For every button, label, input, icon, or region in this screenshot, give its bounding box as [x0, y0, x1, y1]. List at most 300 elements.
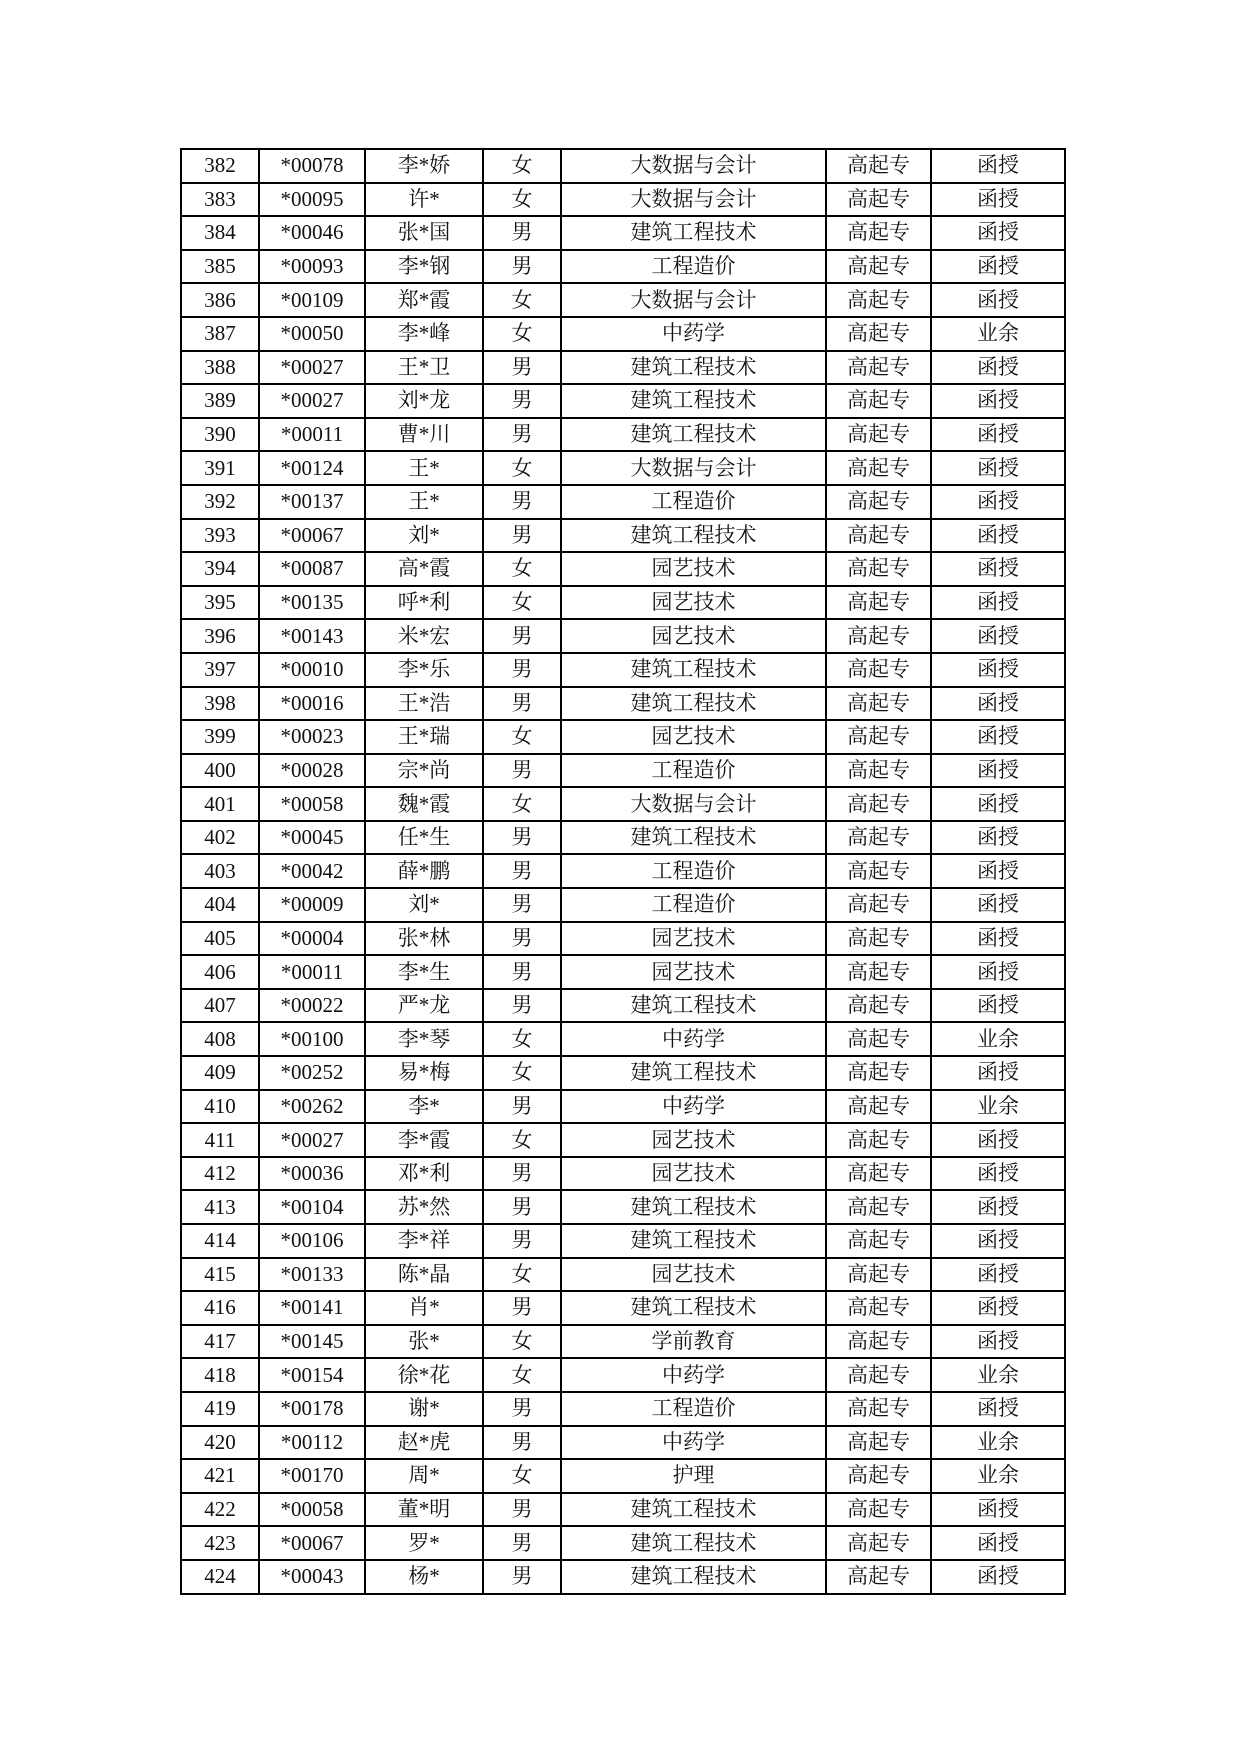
- table-row: [181, 183, 1065, 217]
- cell-level: 高起专: [826, 216, 931, 250]
- table-row: [181, 1291, 1065, 1325]
- table-row: [181, 1123, 1065, 1157]
- cell-name: 呼*利: [365, 586, 483, 620]
- cell-seq: 403: [181, 854, 259, 888]
- cell-level: 高起专: [826, 653, 931, 687]
- cell-gender: 女: [483, 787, 561, 821]
- table-row: [181, 1358, 1065, 1392]
- cell-major: 园艺技术: [561, 955, 826, 989]
- cell-mode: 函授: [931, 586, 1065, 620]
- cell-major: 工程造价: [561, 1392, 826, 1426]
- table-row: [181, 485, 1065, 519]
- cell-id: *00154: [259, 1358, 365, 1392]
- cell-level: 高起专: [826, 1358, 931, 1392]
- table-row: [181, 250, 1065, 284]
- cell-level: 高起专: [826, 821, 931, 855]
- cell-level: 高起专: [826, 250, 931, 284]
- cell-gender: 男: [483, 418, 561, 452]
- cell-seq: 417: [181, 1325, 259, 1359]
- cell-major: 建筑工程技术: [561, 351, 826, 385]
- cell-major: 建筑工程技术: [561, 1560, 826, 1594]
- cell-seq: 416: [181, 1291, 259, 1325]
- table-row: [181, 653, 1065, 687]
- cell-seq: 396: [181, 619, 259, 653]
- cell-gender: 女: [483, 720, 561, 754]
- cell-gender: 男: [483, 485, 561, 519]
- table-row: [181, 1190, 1065, 1224]
- cell-mode: 业余: [931, 1358, 1065, 1392]
- cell-major: 大数据与会计: [561, 283, 826, 317]
- cell-major: 学前教育: [561, 1325, 826, 1359]
- cell-level: 高起专: [826, 888, 931, 922]
- cell-id: *00137: [259, 485, 365, 519]
- cell-id: *00027: [259, 351, 365, 385]
- table-row: [181, 720, 1065, 754]
- table-row: [181, 619, 1065, 653]
- cell-gender: 男: [483, 1224, 561, 1258]
- cell-name: 张*: [365, 1325, 483, 1359]
- cell-mode: 函授: [931, 1560, 1065, 1594]
- cell-level: 高起专: [826, 619, 931, 653]
- cell-id: *00027: [259, 384, 365, 418]
- table-row: [181, 351, 1065, 385]
- cell-mode: 函授: [931, 720, 1065, 754]
- cell-major: 建筑工程技术: [561, 1526, 826, 1560]
- cell-major: 园艺技术: [561, 1157, 826, 1191]
- cell-mode: 函授: [931, 519, 1065, 553]
- cell-level: 高起专: [826, 720, 931, 754]
- cell-gender: 男: [483, 619, 561, 653]
- cell-gender: 男: [483, 1426, 561, 1460]
- cell-level: 高起专: [826, 1258, 931, 1292]
- cell-seq: 407: [181, 989, 259, 1023]
- cell-mode: 函授: [931, 418, 1065, 452]
- table-row: [181, 787, 1065, 821]
- cell-major: 护理: [561, 1459, 826, 1493]
- table-row: [181, 1493, 1065, 1527]
- cell-mode: 函授: [931, 687, 1065, 721]
- cell-seq: 390: [181, 418, 259, 452]
- cell-gender: 男: [483, 955, 561, 989]
- cell-mode: 函授: [931, 619, 1065, 653]
- cell-gender: 男: [483, 216, 561, 250]
- cell-major: 中药学: [561, 1426, 826, 1460]
- cell-id: *00036: [259, 1157, 365, 1191]
- cell-major: 园艺技术: [561, 1258, 826, 1292]
- cell-major: 建筑工程技术: [561, 216, 826, 250]
- table-row: [181, 1392, 1065, 1426]
- cell-major: 中药学: [561, 1358, 826, 1392]
- cell-major: 建筑工程技术: [561, 418, 826, 452]
- cell-major: 工程造价: [561, 485, 826, 519]
- cell-gender: 女: [483, 283, 561, 317]
- cell-mode: 函授: [931, 250, 1065, 284]
- cell-mode: 函授: [931, 1190, 1065, 1224]
- cell-seq: 383: [181, 183, 259, 217]
- cell-name: 李*琴: [365, 1022, 483, 1056]
- cell-id: *00016: [259, 687, 365, 721]
- table-row: [181, 1459, 1065, 1493]
- table-row: [181, 821, 1065, 855]
- cell-name: 苏*然: [365, 1190, 483, 1224]
- cell-name: 王*: [365, 485, 483, 519]
- cell-id: *00067: [259, 519, 365, 553]
- cell-name: 李*钢: [365, 250, 483, 284]
- table-row: [181, 384, 1065, 418]
- cell-seq: 415: [181, 1258, 259, 1292]
- cell-major: 工程造价: [561, 754, 826, 788]
- cell-name: 魏*霞: [365, 787, 483, 821]
- cell-seq: 414: [181, 1224, 259, 1258]
- cell-seq: 388: [181, 351, 259, 385]
- cell-seq: 420: [181, 1426, 259, 1460]
- cell-major: 工程造价: [561, 854, 826, 888]
- cell-seq: 423: [181, 1526, 259, 1560]
- cell-mode: 函授: [931, 754, 1065, 788]
- cell-id: *00010: [259, 653, 365, 687]
- cell-id: *00058: [259, 787, 365, 821]
- cell-gender: 男: [483, 1291, 561, 1325]
- cell-id: *00043: [259, 1560, 365, 1594]
- cell-level: 高起专: [826, 418, 931, 452]
- cell-seq: 413: [181, 1190, 259, 1224]
- cell-name: 李*祥: [365, 1224, 483, 1258]
- cell-level: 高起专: [826, 787, 931, 821]
- table-row: [181, 1056, 1065, 1090]
- cell-gender: 男: [483, 351, 561, 385]
- cell-mode: 业余: [931, 317, 1065, 351]
- cell-mode: 业余: [931, 1090, 1065, 1124]
- cell-name: 米*宏: [365, 619, 483, 653]
- cell-level: 高起专: [826, 989, 931, 1023]
- cell-gender: 男: [483, 922, 561, 956]
- cell-mode: 函授: [931, 1056, 1065, 1090]
- cell-seq: 404: [181, 888, 259, 922]
- cell-id: *00145: [259, 1325, 365, 1359]
- cell-id: *00004: [259, 922, 365, 956]
- cell-seq: 393: [181, 519, 259, 553]
- cell-id: *00022: [259, 989, 365, 1023]
- cell-gender: 女: [483, 183, 561, 217]
- cell-id: *00178: [259, 1392, 365, 1426]
- cell-major: 建筑工程技术: [561, 384, 826, 418]
- cell-gender: 男: [483, 821, 561, 855]
- cell-id: *00106: [259, 1224, 365, 1258]
- cell-level: 高起专: [826, 384, 931, 418]
- table-row: [181, 451, 1065, 485]
- cell-level: 高起专: [826, 317, 931, 351]
- cell-major: 建筑工程技术: [561, 1291, 826, 1325]
- cell-mode: 函授: [931, 787, 1065, 821]
- cell-seq: 402: [181, 821, 259, 855]
- cell-id: *00009: [259, 888, 365, 922]
- cell-name: 刘*: [365, 888, 483, 922]
- cell-name: 李*霞: [365, 1123, 483, 1157]
- cell-level: 高起专: [826, 183, 931, 217]
- cell-gender: 男: [483, 519, 561, 553]
- cell-level: 高起专: [826, 283, 931, 317]
- cell-gender: 男: [483, 384, 561, 418]
- cell-id: *00141: [259, 1291, 365, 1325]
- cell-level: 高起专: [826, 586, 931, 620]
- cell-gender: 男: [483, 653, 561, 687]
- cell-name: 刘*龙: [365, 384, 483, 418]
- table-row: [181, 283, 1065, 317]
- cell-level: 高起专: [826, 854, 931, 888]
- cell-level: 高起专: [826, 1224, 931, 1258]
- table-row: [181, 1560, 1065, 1594]
- cell-id: *00058: [259, 1493, 365, 1527]
- cell-id: *00023: [259, 720, 365, 754]
- cell-gender: 女: [483, 1358, 561, 1392]
- cell-name: 李*生: [365, 955, 483, 989]
- cell-mode: 函授: [931, 283, 1065, 317]
- cell-name: 王*浩: [365, 687, 483, 721]
- cell-name: 徐*花: [365, 1358, 483, 1392]
- cell-major: 建筑工程技术: [561, 1056, 826, 1090]
- cell-mode: 函授: [931, 451, 1065, 485]
- cell-name: 宗*尚: [365, 754, 483, 788]
- cell-level: 高起专: [826, 754, 931, 788]
- cell-seq: 410: [181, 1090, 259, 1124]
- cell-id: *00135: [259, 586, 365, 620]
- cell-level: 高起专: [826, 149, 931, 183]
- cell-name: 曹*川: [365, 418, 483, 452]
- student-roster-table: [180, 148, 1066, 1595]
- table-row: [181, 519, 1065, 553]
- cell-seq: 391: [181, 451, 259, 485]
- cell-major: 建筑工程技术: [561, 519, 826, 553]
- cell-mode: 函授: [931, 384, 1065, 418]
- cell-level: 高起专: [826, 687, 931, 721]
- table-row: [181, 1526, 1065, 1560]
- cell-seq: 406: [181, 955, 259, 989]
- cell-name: 薛*鹏: [365, 854, 483, 888]
- cell-major: 建筑工程技术: [561, 821, 826, 855]
- table-row: [181, 1224, 1065, 1258]
- cell-level: 高起专: [826, 1123, 931, 1157]
- table-row: [181, 754, 1065, 788]
- cell-mode: 业余: [931, 1459, 1065, 1493]
- cell-id: *00078: [259, 149, 365, 183]
- cell-gender: 女: [483, 149, 561, 183]
- cell-seq: 409: [181, 1056, 259, 1090]
- cell-gender: 男: [483, 754, 561, 788]
- cell-major: 中药学: [561, 317, 826, 351]
- cell-name: 严*龙: [365, 989, 483, 1023]
- table-row: [181, 418, 1065, 452]
- cell-major: 园艺技术: [561, 619, 826, 653]
- cell-name: 张*国: [365, 216, 483, 250]
- cell-name: 李*峰: [365, 317, 483, 351]
- cell-seq: 389: [181, 384, 259, 418]
- table-row: [181, 1426, 1065, 1460]
- cell-level: 高起专: [826, 1459, 931, 1493]
- cell-name: 陈*晶: [365, 1258, 483, 1292]
- cell-name: 王*瑞: [365, 720, 483, 754]
- cell-gender: 女: [483, 1022, 561, 1056]
- cell-major: 工程造价: [561, 888, 826, 922]
- cell-name: 许*: [365, 183, 483, 217]
- cell-mode: 函授: [931, 1392, 1065, 1426]
- cell-major: 园艺技术: [561, 586, 826, 620]
- cell-gender: 男: [483, 1526, 561, 1560]
- cell-major: 建筑工程技术: [561, 653, 826, 687]
- cell-id: *00042: [259, 854, 365, 888]
- cell-mode: 函授: [931, 1123, 1065, 1157]
- cell-major: 建筑工程技术: [561, 989, 826, 1023]
- cell-id: *00262: [259, 1090, 365, 1124]
- cell-name: 李*娇: [365, 149, 483, 183]
- cell-level: 高起专: [826, 922, 931, 956]
- cell-gender: 男: [483, 1392, 561, 1426]
- cell-level: 高起专: [826, 955, 931, 989]
- table-row: [181, 687, 1065, 721]
- cell-name: 李*: [365, 1090, 483, 1124]
- cell-id: *00100: [259, 1022, 365, 1056]
- cell-name: 王*卫: [365, 351, 483, 385]
- cell-name: 谢*: [365, 1392, 483, 1426]
- table-row: [181, 216, 1065, 250]
- cell-level: 高起专: [826, 485, 931, 519]
- cell-mode: 函授: [931, 955, 1065, 989]
- cell-name: 杨*: [365, 1560, 483, 1594]
- cell-gender: 女: [483, 1325, 561, 1359]
- cell-major: 园艺技术: [561, 922, 826, 956]
- cell-level: 高起专: [826, 1090, 931, 1124]
- cell-level: 高起专: [826, 1526, 931, 1560]
- cell-major: 建筑工程技术: [561, 687, 826, 721]
- cell-gender: 女: [483, 1258, 561, 1292]
- table-row: [181, 854, 1065, 888]
- cell-id: *00045: [259, 821, 365, 855]
- cell-seq: 382: [181, 149, 259, 183]
- cell-major: 大数据与会计: [561, 787, 826, 821]
- cell-id: *00027: [259, 1123, 365, 1157]
- cell-id: *00095: [259, 183, 365, 217]
- cell-id: *00050: [259, 317, 365, 351]
- cell-major: 大数据与会计: [561, 451, 826, 485]
- cell-mode: 业余: [931, 1022, 1065, 1056]
- table-row: [181, 955, 1065, 989]
- cell-mode: 函授: [931, 653, 1065, 687]
- cell-id: *00046: [259, 216, 365, 250]
- cell-level: 高起专: [826, 1157, 931, 1191]
- cell-mode: 函授: [931, 351, 1065, 385]
- cell-level: 高起专: [826, 1392, 931, 1426]
- cell-id: *00124: [259, 451, 365, 485]
- table-row: [181, 1325, 1065, 1359]
- cell-mode: 函授: [931, 1493, 1065, 1527]
- cell-level: 高起专: [826, 451, 931, 485]
- cell-major: 园艺技术: [561, 1123, 826, 1157]
- cell-major: 中药学: [561, 1022, 826, 1056]
- cell-seq: 401: [181, 787, 259, 821]
- table-row: [181, 1157, 1065, 1191]
- cell-name: 王*: [365, 451, 483, 485]
- cell-level: 高起专: [826, 1022, 931, 1056]
- cell-mode: 函授: [931, 989, 1065, 1023]
- cell-level: 高起专: [826, 1493, 931, 1527]
- cell-major: 建筑工程技术: [561, 1224, 826, 1258]
- cell-id: *00112: [259, 1426, 365, 1460]
- cell-level: 高起专: [826, 519, 931, 553]
- cell-mode: 业余: [931, 1426, 1065, 1460]
- cell-gender: 男: [483, 687, 561, 721]
- cell-name: 任*生: [365, 821, 483, 855]
- cell-mode: 函授: [931, 485, 1065, 519]
- cell-id: *00170: [259, 1459, 365, 1493]
- cell-name: 李*乐: [365, 653, 483, 687]
- cell-gender: 女: [483, 552, 561, 586]
- cell-seq: 422: [181, 1493, 259, 1527]
- cell-major: 园艺技术: [561, 552, 826, 586]
- cell-mode: 函授: [931, 1526, 1065, 1560]
- cell-seq: 385: [181, 250, 259, 284]
- cell-seq: 384: [181, 216, 259, 250]
- cell-seq: 395: [181, 586, 259, 620]
- cell-major: 大数据与会计: [561, 149, 826, 183]
- table-row: [181, 149, 1065, 183]
- cell-gender: 男: [483, 250, 561, 284]
- roster-body: [181, 149, 1065, 1594]
- cell-id: *00067: [259, 1526, 365, 1560]
- cell-gender: 女: [483, 1459, 561, 1493]
- cell-major: 中药学: [561, 1090, 826, 1124]
- cell-gender: 男: [483, 854, 561, 888]
- cell-mode: 函授: [931, 1291, 1065, 1325]
- cell-name: 邓*利: [365, 1157, 483, 1191]
- cell-id: *00104: [259, 1190, 365, 1224]
- table-row: [181, 989, 1065, 1023]
- table-row: [181, 586, 1065, 620]
- cell-name: 易*梅: [365, 1056, 483, 1090]
- cell-gender: 女: [483, 586, 561, 620]
- cell-id: *00028: [259, 754, 365, 788]
- cell-id: *00133: [259, 1258, 365, 1292]
- cell-seq: 424: [181, 1560, 259, 1594]
- cell-name: 董*明: [365, 1493, 483, 1527]
- cell-seq: 398: [181, 687, 259, 721]
- cell-seq: 386: [181, 283, 259, 317]
- cell-seq: 408: [181, 1022, 259, 1056]
- cell-name: 郑*霞: [365, 283, 483, 317]
- table-row: [181, 1022, 1065, 1056]
- cell-mode: 函授: [931, 216, 1065, 250]
- cell-mode: 函授: [931, 821, 1065, 855]
- cell-id: *00109: [259, 283, 365, 317]
- cell-mode: 函授: [931, 1157, 1065, 1191]
- cell-seq: 411: [181, 1123, 259, 1157]
- cell-name: 刘*: [365, 519, 483, 553]
- cell-name: 罗*: [365, 1526, 483, 1560]
- cell-mode: 函授: [931, 1325, 1065, 1359]
- cell-level: 高起专: [826, 552, 931, 586]
- cell-mode: 函授: [931, 552, 1065, 586]
- table-row: [181, 1258, 1065, 1292]
- cell-name: 赵*虎: [365, 1426, 483, 1460]
- cell-seq: 400: [181, 754, 259, 788]
- cell-level: 高起专: [826, 1056, 931, 1090]
- cell-gender: 女: [483, 1123, 561, 1157]
- table-row: [181, 1090, 1065, 1124]
- cell-level: 高起专: [826, 1426, 931, 1460]
- cell-level: 高起专: [826, 1291, 931, 1325]
- cell-id: *00093: [259, 250, 365, 284]
- cell-major: 工程造价: [561, 250, 826, 284]
- cell-mode: 函授: [931, 1258, 1065, 1292]
- cell-id: *00252: [259, 1056, 365, 1090]
